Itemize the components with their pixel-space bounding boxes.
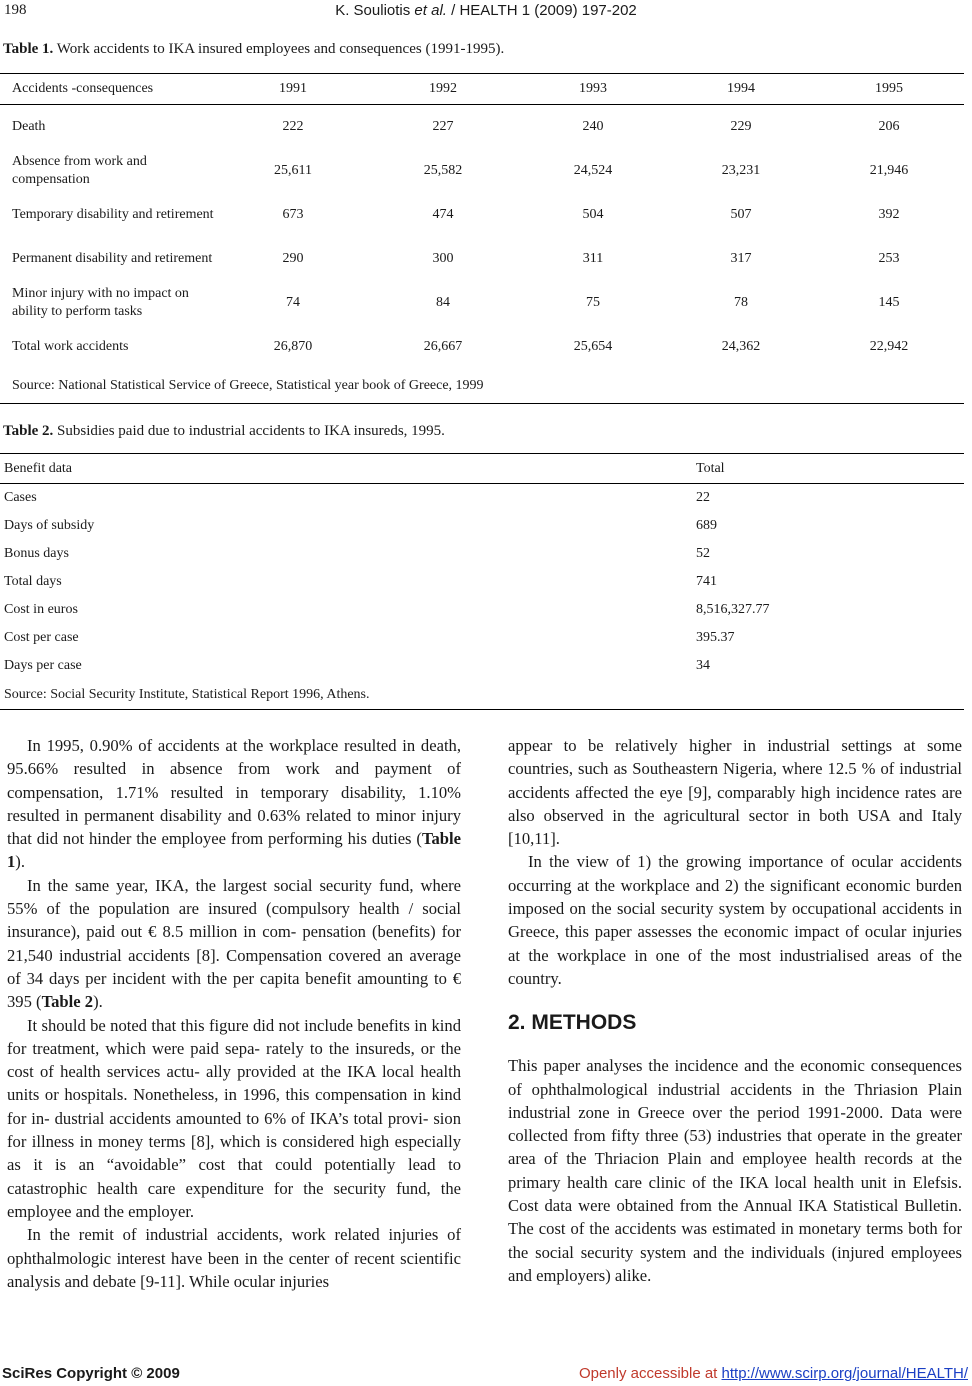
table-row xyxy=(0,237,964,281)
cell-value: 300 xyxy=(432,250,454,266)
table-row xyxy=(0,149,964,193)
cell-value: 24,524 xyxy=(573,162,613,178)
body-paragraph: In the remit of industrial accidents, work related injuries of ophthalmologic interest have been in the center of recent scientific analysis and debate [9-11]. While ocular injuries xyxy=(7,1225,461,1291)
copyright-notice: SciRes Copyright © 2009 xyxy=(2,1365,180,1382)
cell-value: 23,231 xyxy=(721,162,761,178)
cell-value: 227 xyxy=(432,118,454,134)
row-label: Total work accidents xyxy=(12,338,129,354)
table1-col-year: 1993 xyxy=(518,74,668,105)
cell-value: 474 xyxy=(432,206,454,222)
cell-value: 229 xyxy=(730,118,752,134)
table1-col-year: 1995 xyxy=(814,74,964,105)
table1-source-row xyxy=(0,369,964,404)
running-header xyxy=(0,2,972,24)
table2-caption-text: Subsidies paid due to industrial accidents to IKA insureds, 1995. xyxy=(53,423,445,439)
table2-caption-label: Table 2. xyxy=(3,423,54,439)
cell-value: 392 xyxy=(878,206,900,222)
table2-col-benefit: Benefit data xyxy=(0,454,692,484)
row-label: Days per case xyxy=(4,658,82,673)
cell-value: 84 xyxy=(436,294,450,310)
table1-col-year: 1994 xyxy=(668,74,814,105)
table1-col-year: 1991 xyxy=(218,74,368,105)
cell-value: 78 xyxy=(734,294,748,310)
row-label: Permanent disability and retirement xyxy=(12,250,213,266)
table1-caption xyxy=(3,41,504,58)
cell-value: 25,582 xyxy=(423,162,463,178)
cell-value: 74 xyxy=(286,294,300,310)
body-paragraph: It should be noted that this figure did not include benefits in kind for treatment, which were paid sepa- rately to the insureds, or the cost of health services actu- ally provided at the IKA local health units or hospitals. Nonetheless, in 1996, this compensation in kind for in- dustrial accidents amounted to 6% of IKA’s total provi- sion for illness in money terms [8], which is considered high especially as it is an “avoidable” cost that could potentially lead to catastrophic health care expenditure for the security fund, the employee and the employer. xyxy=(7,1015,461,1221)
running-head-journal: / HEALTH 1 (2009) 197-202 xyxy=(446,2,637,19)
cell-value: 75 xyxy=(586,294,600,310)
table1-col-year: 1992 xyxy=(368,74,518,105)
table-row xyxy=(0,568,964,596)
row-label: Cost per case xyxy=(4,630,79,645)
cell-value: 222 xyxy=(282,118,304,134)
table2-caption xyxy=(3,423,445,440)
cell-value: 25,611 xyxy=(274,162,312,178)
cell-value: 21,946 xyxy=(869,162,909,178)
row-label: Absence from work and compensation xyxy=(12,153,147,187)
table-row xyxy=(0,512,964,540)
body-paragraph: In the view of 1) the growing importance of ocular accidents occurring at the workplace and 2) the significant economic burden imposed on the social security system by occupational accidents in Greece, this paper assesses the economic impact of ocular injuries at the workplace in one of the most industrialised areas of the country. xyxy=(508,852,962,988)
body-paragraph: In 1995, 0.90% of accidents at the workplace resulted in death, 95.66% resulted in absence from work and payment of compensation, 1.71% resulted in temporary disability, 1.10% resulted in permanent disability and 0.63% related to minor injury that did not hinder the employee from performing his duties (Table 1). xyxy=(7,736,461,872)
cell-value: 317 xyxy=(730,250,752,266)
body-paragraph: appear to be relatively higher in industrial settings at some countries, such as Southeastern Nigeria, where 12.5 % of industrial accidents affected the eye [9], comparably high incidence rates are also observed in the agricultural sector in both USA and Italy [10,11]. xyxy=(508,736,962,849)
journal-link[interactable]: http://www.scirp.org/journal/HEALTH/ xyxy=(721,1365,968,1382)
cell-value: 395.37 xyxy=(696,630,735,645)
cell-value: 25,654 xyxy=(573,338,613,354)
table2-source-row xyxy=(0,680,964,710)
cell-value: 22,942 xyxy=(869,338,909,354)
cell-value: 26,667 xyxy=(423,338,463,354)
row-label: Death xyxy=(12,118,46,134)
cell-value: 741 xyxy=(696,574,717,589)
table1-caption-text: Work accidents to IKA insured employees and consequences (1991-1995). xyxy=(53,41,505,57)
table-row xyxy=(0,193,964,237)
table-row xyxy=(0,105,964,149)
cell-value: 689 xyxy=(696,518,717,533)
table-row xyxy=(0,624,964,652)
row-label: Minor injury with no impact on ability to perform tasks xyxy=(12,285,189,319)
running-head-authors: K. Souliotis xyxy=(335,2,415,19)
left-column xyxy=(7,734,461,1293)
cell-value: 206 xyxy=(878,118,900,134)
access-notice: Openly accessible at http://www.scirp.org/journal/HEALTH/ xyxy=(578,1365,968,1382)
table1 xyxy=(0,73,964,404)
page-footer xyxy=(0,1365,972,1385)
page-number: 198 xyxy=(4,2,27,18)
body-paragraph: In the same year, IKA, the largest social security fund, where 55% of the population are insured (compulsory health / social insurance), paid out € 8.5 million in com- pensation (benefits) for 21,540 industrial accidents [8]. Compensation covered an average of 34 days per incident with the per capita benefit amounting to € 395 (Table 2). xyxy=(7,875,461,1012)
cell-value: 34 xyxy=(696,658,710,673)
cell-value: 22 xyxy=(696,490,710,505)
table-reference: Table 2 xyxy=(41,992,94,1012)
cell-value: 52 xyxy=(696,546,710,561)
body-paragraph: This paper analyses the incidence and the economic consequences of ophthalmological industrial accidents in the Thriasion Plain industrial zone in Greece over the period 1991-2000. Data were collected from fifty three (53) industries that operate in the greater area of the Thriacion Plain and employee health records at the primary health care clinic of the IKA local health unit in Elefsis. Cost data were obtained from the Annual IKA Statistical Bulletin. The cost of the accidents was estimated in monetary terms both for the social security system and the individuals (injured employees and employers) alike. xyxy=(508,1056,962,1285)
cell-value: 26,870 xyxy=(273,338,313,354)
cell-value: 145 xyxy=(878,294,900,310)
cell-value: 673 xyxy=(282,206,304,222)
table-row xyxy=(0,540,964,568)
cell-value: 507 xyxy=(730,206,752,222)
table1-caption-label: Table 1. xyxy=(3,41,54,57)
row-label: Cases xyxy=(4,490,37,505)
running-head-etal: et al. xyxy=(414,2,447,19)
table-row xyxy=(0,652,964,680)
cell-value: 24,362 xyxy=(721,338,761,354)
table-row xyxy=(0,596,964,624)
table-row-total xyxy=(0,325,964,369)
cell-value: 8,516,327.77 xyxy=(696,602,770,617)
table1-col-label: Accidents -consequences xyxy=(0,74,218,105)
row-label: Days of subsidy xyxy=(4,518,95,533)
table-row xyxy=(0,484,964,513)
table2 xyxy=(0,453,964,710)
table2-source: Source: Social Security Institute, Statistical Report 1996, Athens. xyxy=(0,680,964,710)
section-heading: 2. METHODS xyxy=(508,1011,637,1035)
right-column xyxy=(508,734,962,1287)
cell-value: 240 xyxy=(582,118,604,134)
table1-source: Source: National Statistical Service of Greece, Statistical year book of Greece, 1999 xyxy=(0,369,964,404)
row-label: Bonus days xyxy=(4,546,69,561)
cell-value: 290 xyxy=(282,250,304,266)
cell-value: 504 xyxy=(582,206,604,222)
table2-header-row xyxy=(0,454,964,484)
table-row xyxy=(0,281,964,325)
table2-col-total: Total xyxy=(692,454,964,484)
running-head xyxy=(0,2,972,19)
row-label: Temporary disability and retirement xyxy=(12,206,214,222)
row-label: Cost in euros xyxy=(4,602,78,617)
cell-value: 253 xyxy=(878,250,900,266)
row-label: Total days xyxy=(4,574,62,589)
cell-value: 311 xyxy=(582,250,604,266)
table1-header-row xyxy=(0,74,964,105)
table-reference: Table 1 xyxy=(7,829,461,872)
